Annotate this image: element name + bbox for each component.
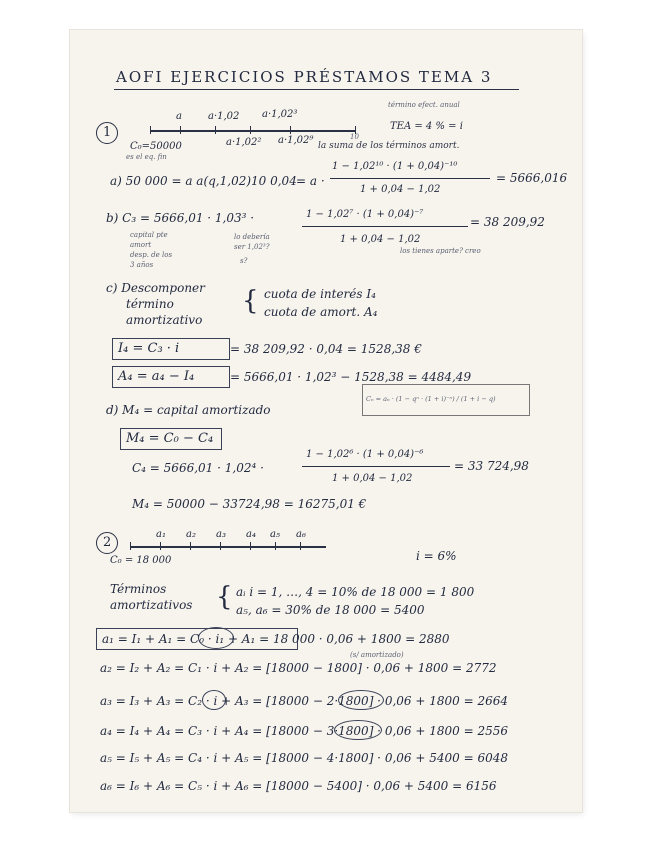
timeline-2-label: a₅ [270, 529, 280, 540]
terms-line-2: a₅, a₆ = 30% de 18 000 = 5400 [236, 603, 425, 617]
note-left-a: es el eq. fin [126, 153, 167, 161]
part-c-text: término [126, 297, 174, 311]
part-a-result: = 5666,016 [496, 171, 568, 185]
part-c-text: c) Descomponer [106, 281, 205, 295]
part-b-note-left: desp. de los [130, 251, 173, 259]
part-b-note-left: capital pte [130, 231, 168, 239]
c4-left: C₄ = 5666,01 · 1,02⁴ · [132, 461, 264, 475]
terms-line-1: aᵢ i = 1, …, 4 = 10% de 18 000 = 1 800 [236, 585, 475, 599]
part-b-note-left: amort [130, 241, 152, 249]
part-c-text: amortizativo [126, 313, 203, 327]
m4-result: M₄ = 50000 − 33724,98 = 16275,01 € [132, 497, 367, 511]
part-a-numerator: 1 − 1,02¹⁰ · (1 + 0,04)⁻¹⁰ [332, 161, 458, 172]
note-sum: la suma de los términos amort. [318, 141, 460, 151]
timeline-2-tick [190, 542, 191, 550]
row-a3: a₃ = I₃ + A₃ = C₂ · i + A₃ = [18000 − 2·1800] · 0,06 + 1800 = 2664 [100, 694, 508, 708]
timeline-1-tick [180, 126, 181, 134]
ex2-c0: C₀ = 18 000 [110, 555, 172, 566]
timeline-2-tick [275, 542, 276, 550]
part-c-brace: { [242, 286, 259, 316]
part-b-fraction-bar [302, 226, 468, 227]
part-b-denominator: 1 + 0,04 − 1,02 [340, 234, 421, 245]
row-note: (s/ amortizado) [350, 651, 404, 659]
timeline-1-label: a [176, 111, 182, 122]
timeline-2-label: a₄ [246, 529, 256, 540]
m4-formula: M₄ = C₀ − C₄ [126, 431, 214, 446]
part-a-fraction-bar [330, 178, 490, 179]
title-underline [114, 89, 519, 90]
timeline-2-tick [220, 542, 221, 550]
i4-formula: I₄ = C₃ · i [118, 341, 180, 356]
page-title: AOFI EJERCICIOS PRÉSTAMOS TEMA 3 [116, 68, 493, 86]
part-b-note-left: 3 años [130, 261, 154, 269]
c4-result: = 33 724,98 [454, 459, 529, 473]
notebook-page [70, 30, 582, 812]
note-top-right: término efect. anual [388, 101, 460, 109]
tea-text: TEA = 4 % = i [390, 121, 463, 132]
part-a-prefix: = a · [296, 174, 325, 188]
part-a-denominator: 1 + 0,04 − 1,02 [360, 184, 441, 195]
terms-label: amortizativos [110, 598, 193, 612]
part-b-note-mid: lo debería [234, 233, 270, 241]
part-b-note-right: los tienes aparte? creo [400, 247, 481, 255]
timeline-2-tick [250, 542, 251, 550]
timeline-1-label: C₀=50000 [130, 141, 182, 152]
part-b-note-mid: s? [240, 257, 248, 265]
timeline-1-tick [290, 126, 291, 134]
part-a-left: a) 50 000 = a a(q,1,02)10 0,04 [110, 174, 297, 188]
row-a1: a₁ = I₁ + A₁ = C₀ · i₁ + A₁ = 18 000 · 0,06 + 1800 = 2880 [102, 632, 450, 646]
timeline-2-label: a₆ [296, 529, 306, 540]
part-b-numerator: 1 − 1,02⁷ · (1 + 0,04)⁻⁷ [306, 209, 424, 220]
i4-rest: = 38 209,92 · 0,04 = 1528,38 € [230, 342, 422, 356]
timeline-1-tick [150, 126, 151, 134]
timeline-2-label: a₂ [186, 529, 196, 540]
exercise-2-number: 2 [103, 535, 112, 550]
part-b-result: = 38 209,92 [470, 215, 545, 229]
part-d-text: d) M₄ = capital amortizado [106, 403, 271, 417]
a4-formula: A₄ = a₄ − I₄ [118, 369, 195, 384]
c4-numerator: 1 − 1,02⁶ · (1 + 0,04)⁻⁶ [306, 449, 424, 460]
timeline-1-label: 10 [350, 133, 359, 141]
timeline-2-tick [130, 542, 131, 550]
timeline-2-label: a₁ [156, 529, 166, 540]
timeline-1-label: a·1,02³ [262, 109, 298, 120]
terms-label: Términos [110, 582, 167, 596]
c4-denominator: 1 + 0,04 − 1,02 [332, 473, 413, 484]
timeline-2-tick [160, 542, 161, 550]
terms-brace: { [216, 582, 233, 612]
row-a4: a₄ = I₄ + A₄ = C₃ · i + A₄ = [18000 − 3·1800] · 0,06 + 1800 = 2556 [100, 724, 508, 738]
timeline-2-tick [300, 542, 301, 550]
part-b-note-mid: ser 1,02³? [234, 243, 270, 251]
timeline-1-tick [215, 126, 216, 134]
row-a6: a₆ = I₆ + A₆ = C₅ · i + A₆ = [18000 − 5400] · 0,06 + 5400 = 6156 [100, 779, 497, 793]
timeline-1-label: a·1,02⁹ [278, 135, 314, 146]
timeline-1-label: a·1,02 [208, 111, 240, 122]
timeline-2-label: a₃ [216, 529, 226, 540]
timeline-1-label: a·1,02² [226, 137, 262, 148]
formula-box-text: Cₙ = aₙ · (1 − qⁿ · (1 + i)⁻ⁿ) / (1 + i − q) [366, 395, 496, 403]
row-a5: a₅ = I₅ + A₅ = C₄ · i + A₅ = [18000 − 4·1800] · 0,06 + 5400 = 6048 [100, 751, 508, 765]
timeline-1-tick [250, 126, 251, 134]
ex2-rate: i = 6% [416, 549, 457, 563]
a4-rest: = 5666,01 · 1,02³ − 1528,38 = 4484,49 [230, 370, 472, 384]
part-c-item: cuota de amort. A₄ [264, 305, 378, 319]
part-b-left: b) C₃ = 5666,01 · 1,03³ · [106, 211, 255, 225]
c4-fraction-bar [302, 466, 450, 467]
part-c-item: cuota de interés I₄ [264, 287, 376, 301]
exercise-1-number: 1 [103, 125, 112, 140]
row-a2: a₂ = I₂ + A₂ = C₁ · i + A₂ = [18000 − 1800] · 0,06 + 1800 = 2772 [100, 661, 497, 675]
